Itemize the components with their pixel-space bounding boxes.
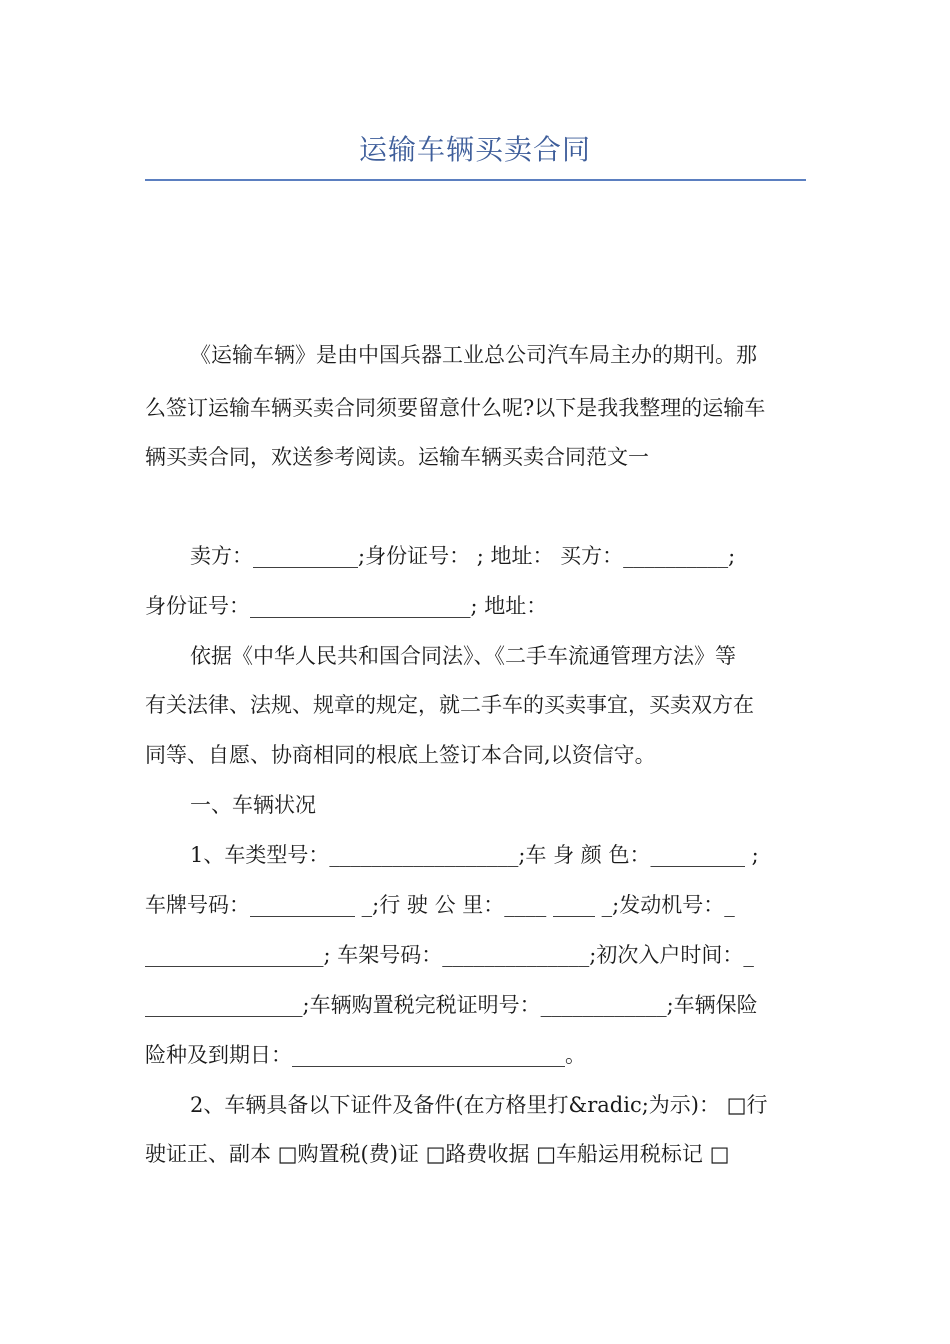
- paragraph-line-item1-3: _________________; 车架号码：______________;初次入户时间：_: [145, 943, 754, 967]
- paragraph-line-intro-1: 《运输车辆》是由中国兵器工业总公司汽车局主办的期刊。那: [190, 343, 757, 367]
- section-heading-vehicle-status: 一、车辆状况: [190, 793, 316, 817]
- paragraph-line-intro-2: 么签订运输车辆买卖合同须要留意什么呢?以下是我我整理的运输车: [145, 396, 766, 420]
- paragraph-line-item1-5: 险种及到期日：__________________________。: [145, 1043, 586, 1067]
- paragraph-line-basis-3: 同等、自愿、协商相同的根底上签订本合同,以资信守。: [145, 743, 656, 767]
- title-underline: [145, 179, 806, 181]
- paragraph-line-parties-2: 身份证号：_____________________; 地址：: [145, 594, 548, 618]
- document-title: 运输车辆买卖合同: [358, 133, 591, 166]
- paragraph-line-item1-1: 1、车类型号：__________________;车 身 颜 色：_________ ;: [190, 843, 759, 867]
- paragraph-line-parties-1: 卖方：__________;身份证号： ; 地址： 买方：__________;: [190, 544, 736, 568]
- paragraph-line-basis-2: 有关法律、法规、规章的规定，就二手车的买卖事宜，买卖双方在: [145, 693, 754, 717]
- paragraph-line-intro-3: 辆买卖合同，欢送参考阅读。运输车辆买卖合同范文一: [145, 445, 649, 469]
- paragraph-line-item2-1: 2、车辆具备以下证件及备件(在方格里打&radic;为示)： □行: [190, 1093, 768, 1117]
- paragraph-line-item2-2: 驶证正、副本 □购置税(费)证 □路费收据 □车船运用税标记 □: [145, 1142, 730, 1166]
- paragraph-line-basis-1: 依据《中华人民共和国合同法》、《二手车流通管理方法》等: [190, 644, 736, 668]
- paragraph-line-item1-2: 车牌号码：__________ _;行 驶 公 里：____ ____ _;发动机号：_: [145, 893, 735, 917]
- paragraph-line-item1-4: _______________;车辆购置税完税证明号：____________;车辆保险: [145, 993, 758, 1017]
